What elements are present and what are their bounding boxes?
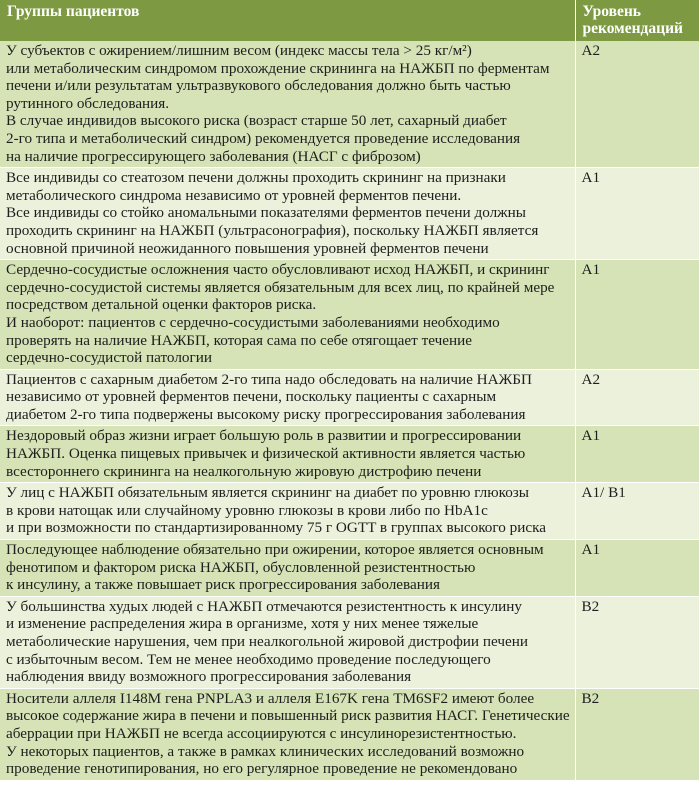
table-row bbox=[0, 426, 699, 483]
patient-group-cell bbox=[0, 426, 575, 483]
text-line: Все индивиды со стеатозом печени должны проходить скрининг на признаки bbox=[6, 169, 506, 187]
recommendation-level-cell: A1 bbox=[575, 426, 699, 483]
header-level-line-2: рекомендаций bbox=[582, 20, 683, 37]
recommendation-level-cell: B2 bbox=[575, 688, 699, 780]
table-row bbox=[0, 596, 699, 688]
text-line: и при возможности по стандартизированному 75 г OGTT в группах высокого риска bbox=[6, 519, 546, 537]
table-row bbox=[0, 260, 699, 370]
text-line: в крови натощак или случайному уровню глюкозы в крови либо по HbA1c bbox=[6, 501, 488, 519]
text-line: Сердечно-сосудистые осложнения часто обусловливают исход НАЖБП, и скрининг bbox=[6, 261, 550, 279]
patient-group-cell bbox=[0, 168, 575, 260]
table-row bbox=[0, 369, 699, 426]
table-header-row bbox=[0, 0, 699, 41]
text-line: с избыточным весом. Тем не менее необходимо проведение последующего bbox=[6, 650, 491, 668]
text-line: и изменение распределения жира в организме, хотя у них менее тяжелые bbox=[6, 615, 479, 633]
patient-group-cell bbox=[0, 688, 575, 780]
table-row bbox=[0, 41, 699, 168]
patient-group-cell bbox=[0, 596, 575, 688]
patient-group-cell bbox=[0, 483, 575, 540]
text-line: независимо от уровней ферментов печени, поскольку пациенты с сахарным bbox=[6, 388, 497, 406]
recommendation-level-cell: B2 bbox=[575, 596, 699, 688]
text-line: НАЖБП. Оценка пищевых привычек и физической активности является частью bbox=[6, 445, 526, 463]
text-line: посредством детальной оценки факторов риска. bbox=[6, 296, 317, 314]
text-line: проходить скрининг на НАЖБП (ультрасонография), поскольку НАЖБП является bbox=[6, 221, 539, 239]
text-line: сердечно-сосудистой системы является обязательным для всех лиц, по крайней мере bbox=[6, 278, 555, 296]
header-recommendation-level bbox=[575, 0, 699, 41]
patient-group-cell bbox=[0, 260, 575, 370]
text-line: метаболического синдрома независимо от уровней ферментов печени. bbox=[6, 186, 462, 204]
text-line: или метаболическим синдромом прохождение скрининга на НАЖБП по ферментам bbox=[6, 59, 550, 77]
text-line: У субъектов с ожирением/лишним весом (индекс массы тела > 25 кг/м²) bbox=[6, 42, 472, 59]
table-row bbox=[0, 483, 699, 540]
text-line: аберрации при НАЖБП не всегда ассоциируются с инсулинорезистентностью. bbox=[6, 724, 517, 742]
patient-group-cell bbox=[0, 41, 575, 168]
recommendation-level-cell: A1 bbox=[575, 540, 699, 597]
text-line: сердечно-сосудистой патологии bbox=[6, 349, 212, 367]
text-line: основной причиной неожиданного повышения уровней ферментов печени bbox=[6, 239, 489, 257]
text-line: фенотипом и фактором риска НАЖБП, обусловленной резистентностью bbox=[6, 558, 476, 576]
text-line: Носители аллеля I148M гена PNPLA3 и аллеля E167K гена TM6SF2 имеют более bbox=[6, 689, 535, 707]
text-line: Последующее наблюдение обязательно при ожирении, которое является основным bbox=[6, 541, 544, 559]
text-line: рутинного обследования. bbox=[6, 94, 170, 112]
table-row bbox=[0, 688, 699, 780]
text-line: Нездоровый образ жизни играет большую роль в развитии и прогрессировании bbox=[6, 427, 522, 445]
text-line: к инсулину, а также повышает риск прогрессирования заболевания bbox=[6, 576, 440, 594]
text-line: Все индивиды со стойко аномальными показателями ферментов печени должны bbox=[6, 204, 526, 222]
text-line: У некоторых пациентов, а также в рамках клинических исследований возможно bbox=[6, 742, 525, 760]
recommendation-level-cell: A1 bbox=[575, 260, 699, 370]
text-line: на наличие прогрессирующего заболевания (НАСГ с фиброзом) bbox=[6, 147, 421, 165]
text-line: проверять на наличие НАЖБП, которая сама по себе отягощает течение bbox=[6, 331, 472, 349]
header-level-line-1: Уровень bbox=[582, 3, 641, 20]
text-line: Пациентов с сахарным диабетом 2-го типа надо обследовать на наличие НАЖБП bbox=[6, 370, 532, 388]
text-line: высокое содержание жира в печени и повышенный риск развития НАСГ. Генетические bbox=[6, 707, 570, 725]
recommendation-level-cell: A1 bbox=[575, 168, 699, 260]
table-row bbox=[0, 540, 699, 597]
text-line: В случае индивидов высокого риска (возраст старше 50 лет, сахарный диабет bbox=[6, 112, 507, 130]
text-line: метаболические нарушения, чем при неалкогольной жировой дистрофии печени bbox=[6, 633, 528, 650]
text-line: наблюдения ввиду возможного прогрессирования заболевания bbox=[6, 668, 412, 686]
recommendation-level-cell: A2 bbox=[575, 369, 699, 426]
table-row bbox=[0, 168, 699, 260]
recommendation-level-cell: A2 bbox=[575, 41, 699, 168]
text-line: диабетом 2-го типа подвержены высокому риску прогрессирования заболевания bbox=[6, 405, 526, 423]
patient-group-cell bbox=[0, 369, 575, 426]
text-line: 2-го типа и метаболический синдром) рекомендуется проведение исследования bbox=[6, 129, 521, 147]
text-line: У большинства худых людей с НАЖБП отмечаются резистентность к инсулину bbox=[6, 597, 523, 615]
text-line: печени и/или результатам ультразвукового обследования должно быть частью bbox=[6, 77, 511, 95]
text-line: проведение генотипирования, но его регулярное проведение не рекомендовано bbox=[6, 760, 518, 778]
header-patient-groups: Группы пациентов bbox=[0, 0, 575, 41]
patient-group-cell bbox=[0, 540, 575, 597]
text-line: И наоборот: пациентов с сердечно-сосудистыми заболеваниями необходимо bbox=[6, 313, 500, 331]
text-line: всестороннего скрининга на неалкогольную жировую дистрофию печени bbox=[6, 462, 482, 480]
recommendation-level-cell: A1/ B1 bbox=[575, 483, 699, 540]
text-line: У лиц с НАЖБП обязательным является скрининг на диабет по уровню глюкозы bbox=[6, 484, 529, 502]
